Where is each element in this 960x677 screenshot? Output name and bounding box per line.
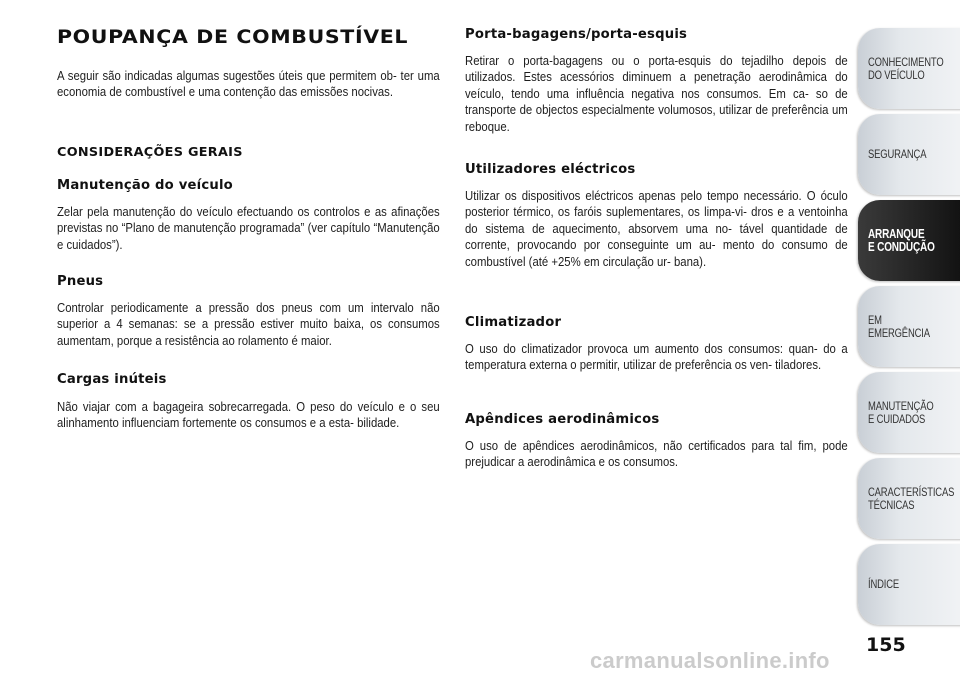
tab-maintenance-care[interactable] <box>858 372 960 453</box>
intro-paragraph: A seguir são indicadas algumas sugestões úteis que permitem ob- ter uma economia de combustível e uma contenção das emissões nocivas. <box>57 68 440 100</box>
tab-safety[interactable] <box>858 114 960 195</box>
section-text-maintenance: Zelar pela manutenção do veículo efectuando os controlos e as afinações previstas no “Plano de manutenção programada” (ver capítulo “Manutenção e cuidados”). <box>57 204 440 252</box>
tab-index[interactable] <box>858 544 960 625</box>
section-heading-tyres: Pneus <box>57 274 104 289</box>
section-heading-maintenance: Manutenção do veículo <box>57 178 233 193</box>
tab-label: SEGURANÇA <box>868 147 927 161</box>
tab-label: MANUTENÇÃO E CUIDADOS <box>868 398 934 426</box>
page-number: 155 <box>866 634 906 656</box>
section-text-aero: O uso de apêndices aerodinâmicos, não certificados para tal fim, pode prejudicar a aerodinâmica e os consumos. <box>465 438 848 470</box>
tab-label: CARACTERÍSTICAS TÉCNICAS <box>868 484 955 512</box>
section-heading-climate: Climatizador <box>465 315 562 330</box>
tab-label: ÍNDICE <box>868 577 900 591</box>
tab-label: ARRANQUE E CONDUÇÃO <box>868 226 935 254</box>
section-text-tyres: Controlar periodicamente a pressão dos pneus com um intervalo não superior a 4 semanas: se a pressão estiver muito baixa, os consumos aumentam, porque a resistência ao rolamento é maior. <box>57 300 440 348</box>
section-text-roof-rack: Retirar o porta-bagagens ou o porta-esquis do tejadilho depois de utilizados. Estes acessórios diminuem a penetração aerodinâmica do veículo, tendo uma influência negativa nos consumos. Em ca- so de transporte de objectos especialmente volumosos, utilizar de preferência um reboque. <box>465 53 848 134</box>
section-heading-roof-rack: Porta-bagagens/porta-esquis <box>465 27 688 42</box>
tab-label: CONHECIMENTO DO VEÍCULO <box>868 54 944 82</box>
page-title: POUPANÇA DE COMBUSTÍVEL <box>57 26 409 48</box>
section-text-climate: O uso do climatizador provoca um aumento dos consumos: quan- do a temperatura externa o permitir, utilizar de preferência os ven- tiladores. <box>465 341 848 373</box>
tab-vehicle-knowledge[interactable] <box>858 28 960 109</box>
tab-starting-driving[interactable] <box>858 200 960 281</box>
tab-label: EM EMERGÊNCIA <box>868 312 930 340</box>
section-heading-loads: Cargas inúteis <box>57 372 167 387</box>
section-text-electrical: Utilizar os dispositivos eléctricos apenas pelo tempo necessário. O óculo posterior térmico, os faróis suplementares, os limpa-vi- dros e a ventoinha do sistema de aquecimento, absorvem uma no- tável quantidade de corrente, provocando por conseguinte um au- mento do consumo de combustível (até +25% em circulação ur- bana). <box>465 188 848 269</box>
section-text-loads: Não viajar com a bagageira sobrecarregada. O peso do veículo e o seu alinhamento influenciam fortemente os consumos e a esta- bilidade. <box>57 399 440 431</box>
tab-emergency[interactable] <box>858 286 960 367</box>
section-heading-electrical: Utilizadores eléctricos <box>465 162 636 177</box>
tab-technical-specs[interactable] <box>858 458 960 539</box>
watermark: carmanualsonline.info <box>590 648 830 673</box>
general-heading: CONSIDERAÇÕES GERAIS <box>57 145 243 160</box>
section-heading-aero: Apêndices aerodinâmicos <box>465 412 660 427</box>
